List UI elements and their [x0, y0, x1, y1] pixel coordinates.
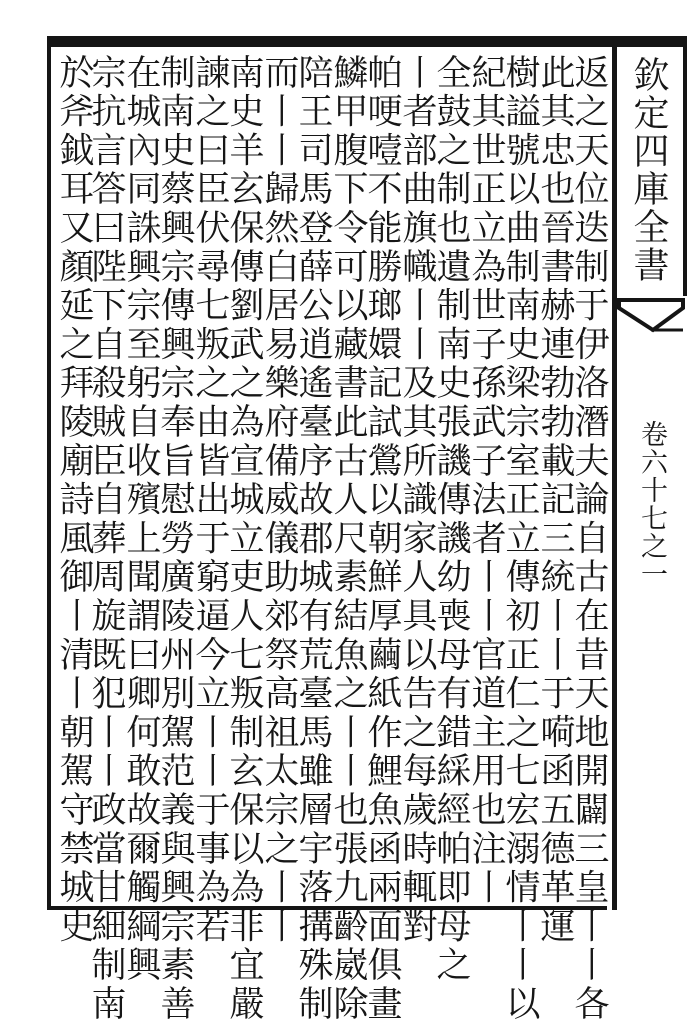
column-text: 此其忠也晉書赫連勃勃載記三統丨丨于嗬函五德革運 [535, 54, 575, 947]
column-text: 於斧鉞耳又顏延之拜陵廟詩風御丨清丨朝駕守禁城史 [54, 54, 94, 947]
top-border [47, 36, 687, 47]
column-text: 南史羊玄保傳劉武之為宣城立吏人七叛制玄保以為非宜嚴 [224, 54, 264, 1024]
column-text: 全鼓之制也遺制南史張譏傳譏幼喪母有錯綵經帕即母之 [431, 54, 471, 986]
column-text: 而丨丨歸然白居易樂府備威儀助郊祭高祖太宗之丨丨 [259, 54, 299, 947]
volume-label: 卷六十七之一 [636, 420, 667, 588]
column-text: 在城內同誅興宗至躬自收殯上聞謂曰卿何敢故爾觸綱興 [121, 54, 161, 986]
fishtail-ornament-icon [617, 296, 687, 366]
column-text: 諫之曰臣伏尋七叛之由皆出于窮逼今立丨丨于事為若 [190, 54, 230, 947]
column-text: 丨者部曲旗幟丨丨及其所識家人具以告之每歲時輒對 [397, 54, 437, 947]
column-text: 宗抗言答曰陛下自殺賊臣自葬周旋既犯丨丨政當甘細制南 [86, 54, 126, 1024]
column-text: 制南史蔡興宗傳興宗奉旨慰勞廣陵州別駕范義與興宗素善 [155, 54, 195, 1024]
margin-rule-left [612, 36, 617, 910]
column-text: 陪王司馬登薛公逍遙臺序故郡城有荒臺馬雖層宇落搆殊制 [293, 54, 333, 1024]
column-text: 鱗甲腹下令可以藏書此古人尺素結魚之丨丨也張九齡崴除 [328, 54, 368, 1024]
column-text: 帕哽噎不能勝瑯嬛記試鶯以朝鮮厚繭紙作鯉魚函兩面俱畫 [362, 54, 402, 1024]
book-title: 欽定四庫全書 [628, 56, 669, 284]
column-text: 返之天位迭制于伊洛潛夫論自古在昔天地開闢三皇丨丨各 [569, 54, 609, 1024]
margin-rule-right [683, 36, 687, 296]
column-text: 紀其世正立為世子孫武子法者丨丨官道主用也注丨 [466, 54, 506, 908]
column-text: 樹謚號以曲制南史梁宗室正立傳初正仁之七宏溺情丨丨以 [500, 54, 540, 1024]
text-column-16 [51, 54, 97, 947]
